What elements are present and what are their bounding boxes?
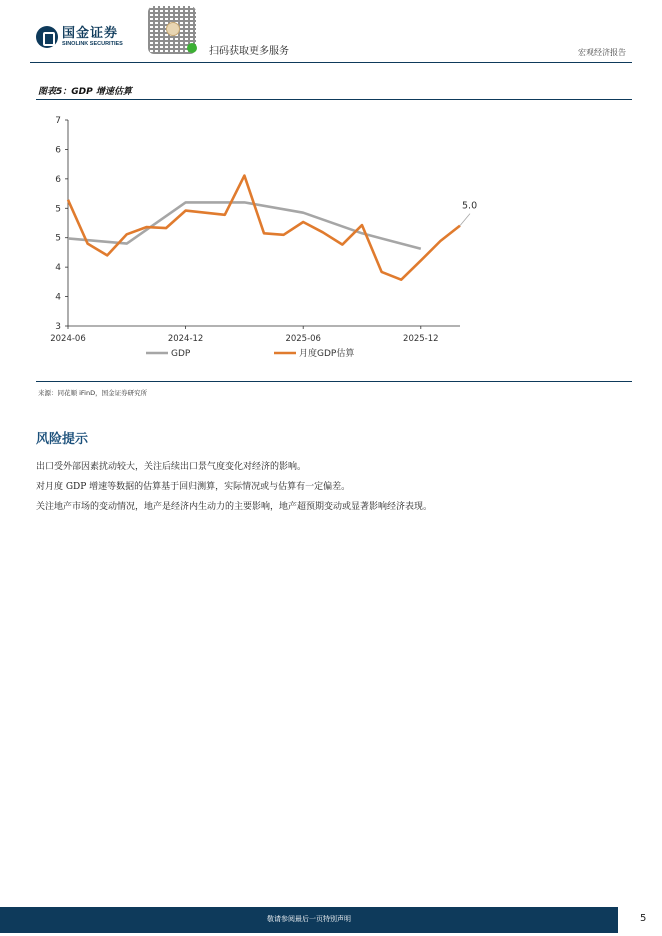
y-tick-label: 5 bbox=[55, 204, 61, 215]
logo-cn-text: 国金证券 bbox=[62, 25, 119, 41]
y-tick-label: 3 bbox=[55, 322, 61, 332]
x-axis bbox=[50, 326, 460, 344]
end-label-leader bbox=[460, 214, 470, 226]
report-type-label: 宏观经济报告 bbox=[578, 48, 626, 57]
y-tick-label: 6 bbox=[55, 174, 61, 185]
figure-bottom-divider bbox=[36, 381, 632, 382]
x-tick-label: 2025-06 bbox=[285, 334, 321, 344]
header-divider bbox=[30, 62, 632, 63]
qr-center-logo-icon bbox=[166, 22, 180, 36]
wechat-icon bbox=[187, 43, 197, 53]
x-tick-label: 2024-12 bbox=[167, 334, 204, 344]
y-tick-label: 4 bbox=[55, 263, 61, 274]
gdp-line-chart bbox=[36, 100, 496, 370]
y-tick-label: 6 bbox=[55, 145, 61, 156]
figure-title: 图表5：GDP 增速估算 bbox=[38, 87, 132, 97]
figure-source: 来源：同花顺 iFinD，国金证券研究所 bbox=[38, 389, 148, 397]
qr-caption: 扫码获取更多服务 bbox=[209, 46, 289, 57]
y-tick-label: 5 bbox=[55, 233, 61, 244]
x-tick-label: 2024-06 bbox=[50, 334, 86, 344]
footer-disclaimer[interactable]: 敬请参阅最后一页特别声明 bbox=[267, 915, 351, 923]
logo-en-text: SINOLINK SECURITIES bbox=[62, 40, 123, 47]
x-tick-label: 2025-12 bbox=[403, 334, 439, 344]
end-value-label: 5.0 bbox=[462, 200, 478, 212]
risk-item: 关注地产市场的变动情况，地产是经济内生动力的主要影响，地产超预期变动或显著影响经济表现。 bbox=[36, 502, 433, 512]
y-tick-label: 4 bbox=[55, 292, 61, 303]
chart-legend bbox=[146, 347, 354, 359]
y-axis bbox=[55, 116, 68, 332]
legend-label: GDP bbox=[171, 349, 191, 359]
risk-section-title: 风险提示 bbox=[36, 432, 89, 447]
company-logo bbox=[36, 26, 123, 48]
legend-label: 月度GDP估算 bbox=[299, 349, 355, 359]
risk-item: 对月度 GDP 增速等数据的估算基于回归测算，实际情况或与估算有一定偏差。 bbox=[36, 482, 351, 492]
y-tick-label: 7 bbox=[55, 116, 61, 126]
risk-item: 出口受外部因素扰动较大，关注后续出口景气度变化对经济的影响。 bbox=[36, 462, 307, 472]
series-layer bbox=[68, 176, 477, 280]
logo-mark-icon bbox=[36, 26, 58, 48]
page-number: 5 bbox=[640, 913, 647, 924]
series-line-monthly-gdp-estimate bbox=[68, 176, 460, 280]
